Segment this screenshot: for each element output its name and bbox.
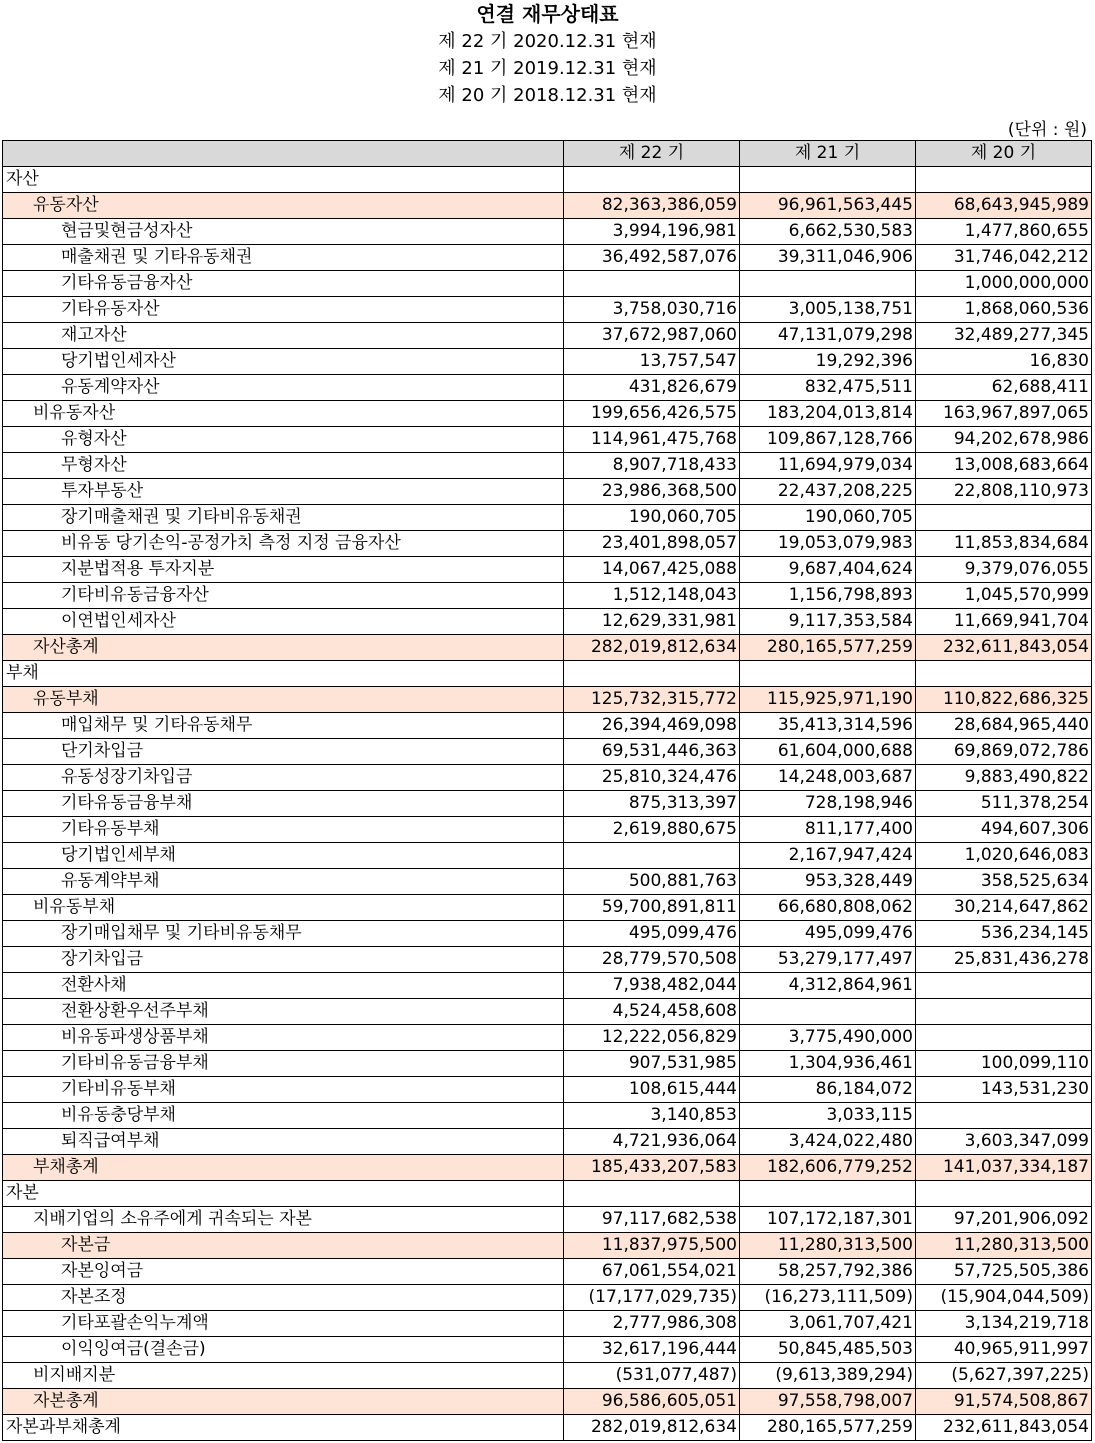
table-row: [3, 245, 1092, 271]
table-row: [3, 1129, 1092, 1155]
amount-cell: 907,531,985: [564, 1051, 740, 1077]
amount-cell: 30,214,647,862: [916, 895, 1092, 921]
amount-cell: 68,643,945,989: [916, 193, 1092, 219]
table-row: [3, 271, 1092, 297]
table-row: [3, 661, 1092, 687]
amount-cell: [916, 505, 1092, 531]
amount-cell: 114,961,475,768: [564, 427, 740, 453]
amount-cell: 40,965,911,997: [916, 1337, 1092, 1363]
row-label: 장기차입금: [3, 947, 564, 973]
row-label: 장기매출채권 및 기타비유동채권: [3, 505, 564, 531]
amount-cell: 358,525,634: [916, 869, 1092, 895]
table-row: [3, 999, 1092, 1025]
table-row: [3, 557, 1092, 583]
row-label: 유동성장기차입금: [3, 765, 564, 791]
table-row: [3, 167, 1092, 193]
table-row: [3, 1233, 1092, 1259]
row-label: 당기법인세자산: [3, 349, 564, 375]
amount-cell: 12,629,331,981: [564, 609, 740, 635]
table-row: [3, 817, 1092, 843]
amount-cell: 3,140,853: [564, 1103, 740, 1129]
amount-cell: 500,881,763: [564, 869, 740, 895]
column-header-period-20: 제 20 기: [916, 141, 1092, 167]
table-row: [3, 1025, 1092, 1051]
amount-cell: 31,746,042,212: [916, 245, 1092, 271]
column-header-period-22: 제 22 기: [564, 141, 740, 167]
table-row: [3, 427, 1092, 453]
table-row: [3, 1207, 1092, 1233]
amount-cell: 9,883,490,822: [916, 765, 1092, 791]
row-label: 비유동부채: [3, 895, 564, 921]
amount-cell: 59,700,891,811: [564, 895, 740, 921]
amount-cell: [564, 843, 740, 869]
amount-cell: 511,378,254: [916, 791, 1092, 817]
amount-cell: 37,672,987,060: [564, 323, 740, 349]
table-row: [3, 1363, 1092, 1389]
amount-cell: [916, 661, 1092, 687]
amount-cell: 28,779,570,508: [564, 947, 740, 973]
amount-cell: 9,687,404,624: [740, 557, 916, 583]
table-row: [3, 1311, 1092, 1337]
amount-cell: 32,489,277,345: [916, 323, 1092, 349]
amount-cell: 58,257,792,386: [740, 1259, 916, 1285]
table-row: [3, 1155, 1092, 1181]
row-label: 유형자산: [3, 427, 564, 453]
row-label: 비유동충당부채: [3, 1103, 564, 1129]
amount-cell: 232,611,843,054: [916, 635, 1092, 661]
table-row: [3, 479, 1092, 505]
amount-cell: 19,053,079,983: [740, 531, 916, 557]
table-row: [3, 687, 1092, 713]
amount-cell: 47,131,079,298: [740, 323, 916, 349]
table-row: [3, 1103, 1092, 1129]
row-label: 지분법적용 투자지분: [3, 557, 564, 583]
amount-cell: [916, 973, 1092, 999]
table-row: [3, 219, 1092, 245]
table-row: [3, 401, 1092, 427]
amount-cell: 97,201,906,092: [916, 1207, 1092, 1233]
table-row: [3, 1415, 1092, 1441]
amount-cell: [740, 661, 916, 687]
table-row: [3, 349, 1092, 375]
amount-cell: 190,060,705: [740, 505, 916, 531]
amount-cell: [564, 271, 740, 297]
amount-cell: 282,019,812,634: [564, 635, 740, 661]
amount-cell: 1,000,000,000: [916, 271, 1092, 297]
amount-cell: 97,117,682,538: [564, 1207, 740, 1233]
amount-cell: 110,822,686,325: [916, 687, 1092, 713]
amount-cell: 96,961,563,445: [740, 193, 916, 219]
amount-cell: 3,758,030,716: [564, 297, 740, 323]
amount-cell: 494,607,306: [916, 817, 1092, 843]
table-row: [3, 635, 1092, 661]
amount-cell: 3,603,347,099: [916, 1129, 1092, 1155]
table-row: [3, 973, 1092, 999]
amount-cell: 3,033,115: [740, 1103, 916, 1129]
row-label: 당기법인세부채: [3, 843, 564, 869]
row-label: 유동계약부채: [3, 869, 564, 895]
amount-cell: 82,363,386,059: [564, 193, 740, 219]
amount-cell: 3,994,196,981: [564, 219, 740, 245]
table-row: [3, 1259, 1092, 1285]
amount-cell: [740, 167, 916, 193]
table-row: [3, 869, 1092, 895]
amount-cell: 11,853,834,684: [916, 531, 1092, 557]
amount-cell: 2,777,986,308: [564, 1311, 740, 1337]
amount-cell: 23,986,368,500: [564, 479, 740, 505]
statement-title: 연결 재무상태표: [476, 2, 619, 26]
row-label: 매출채권 및 기타유동채권: [3, 245, 564, 271]
amount-cell: 8,907,718,433: [564, 453, 740, 479]
amount-cell: 1,477,860,655: [916, 219, 1092, 245]
amount-cell: 11,669,941,704: [916, 609, 1092, 635]
amount-cell: 163,967,897,065: [916, 401, 1092, 427]
row-label: 기타유동부채: [3, 817, 564, 843]
amount-cell: 91,574,508,867: [916, 1389, 1092, 1415]
amount-cell: 536,234,145: [916, 921, 1092, 947]
amount-cell: 69,531,446,363: [564, 739, 740, 765]
row-label: 자본조정: [3, 1285, 564, 1311]
row-label: 이익잉여금(결손금): [3, 1337, 564, 1363]
table-row: [3, 1285, 1092, 1311]
amount-cell: 67,061,554,021: [564, 1259, 740, 1285]
table-row: [3, 921, 1092, 947]
row-label: 전환상환우선주부채: [3, 999, 564, 1025]
amount-cell: 728,198,946: [740, 791, 916, 817]
amount-cell: [564, 661, 740, 687]
statement-header: [0, 0, 1095, 109]
amount-cell: 108,615,444: [564, 1077, 740, 1103]
amount-cell: 3,424,022,480: [740, 1129, 916, 1155]
amount-cell: 25,831,436,278: [916, 947, 1092, 973]
amount-cell: 86,184,072: [740, 1077, 916, 1103]
amount-cell: 39,311,046,906: [740, 245, 916, 271]
row-label: 이연법인세자산: [3, 609, 564, 635]
row-label: 유동자산: [3, 193, 564, 219]
amount-cell: 61,604,000,688: [740, 739, 916, 765]
amount-cell: 13,757,547: [564, 349, 740, 375]
amount-cell: 4,721,936,064: [564, 1129, 740, 1155]
row-label: 부채총계: [3, 1155, 564, 1181]
row-label: 비유동자산: [3, 401, 564, 427]
amount-cell: 11,280,313,500: [740, 1233, 916, 1259]
amount-cell: 125,732,315,772: [564, 687, 740, 713]
amount-cell: 4,524,458,608: [564, 999, 740, 1025]
amount-cell: 1,045,570,999: [916, 583, 1092, 609]
amount-cell: 495,099,476: [740, 921, 916, 947]
table-row: [3, 947, 1092, 973]
amount-cell: 185,433,207,583: [564, 1155, 740, 1181]
row-label: 매입채무 및 기타유동채무: [3, 713, 564, 739]
table-row: [3, 531, 1092, 557]
row-label: 기타유동자산: [3, 297, 564, 323]
row-label: 기타포괄손익누계액: [3, 1311, 564, 1337]
column-header-label: [3, 141, 564, 167]
amount-cell: 4,312,864,961: [740, 973, 916, 999]
row-label: 자산총계: [3, 635, 564, 661]
amount-cell: [916, 1025, 1092, 1051]
row-label: 부채: [3, 661, 564, 687]
amount-cell: 495,099,476: [564, 921, 740, 947]
amount-cell: 107,172,187,301: [740, 1207, 916, 1233]
row-label: 비유동 당기손익-공정가치 측정 지정 금융자산: [3, 531, 564, 557]
row-label: 퇴직급여부채: [3, 1129, 564, 1155]
amount-cell: 2,167,947,424: [740, 843, 916, 869]
amount-cell: 1,020,646,083: [916, 843, 1092, 869]
amount-cell: 13,008,683,664: [916, 453, 1092, 479]
row-label: 자본과부채총계: [3, 1415, 564, 1441]
amount-cell: 16,830: [916, 349, 1092, 375]
amount-cell: 32,617,196,444: [564, 1337, 740, 1363]
row-label: 기타비유동부채: [3, 1077, 564, 1103]
table-row: [3, 739, 1092, 765]
table-row: [3, 1077, 1092, 1103]
table-row: [3, 505, 1092, 531]
row-label: 현금및현금성자산: [3, 219, 564, 245]
amount-cell: 1,512,148,043: [564, 583, 740, 609]
amount-cell: 143,531,230: [916, 1077, 1092, 1103]
row-label: 비유동파생상품부채: [3, 1025, 564, 1051]
amount-cell: 14,248,003,687: [740, 765, 916, 791]
table-row: [3, 1389, 1092, 1415]
table-row: [3, 713, 1092, 739]
amount-cell: 141,037,334,187: [916, 1155, 1092, 1181]
table-row: [3, 453, 1092, 479]
amount-cell: (531,077,487): [564, 1363, 740, 1389]
amount-cell: [916, 1103, 1092, 1129]
amount-cell: (15,904,044,509): [916, 1285, 1092, 1311]
amount-cell: 19,292,396: [740, 349, 916, 375]
amount-cell: 96,586,605,051: [564, 1389, 740, 1415]
column-header-period-21: 제 21 기: [740, 141, 916, 167]
amount-cell: 69,869,072,786: [916, 739, 1092, 765]
amount-cell: 11,837,975,500: [564, 1233, 740, 1259]
row-label: 장기매입채무 및 기타비유동채무: [3, 921, 564, 947]
row-label: 투자부동산: [3, 479, 564, 505]
amount-cell: 62,688,411: [916, 375, 1092, 401]
amount-cell: 182,606,779,252: [740, 1155, 916, 1181]
table-row: [3, 375, 1092, 401]
table-row: [3, 843, 1092, 869]
row-label: 자본총계: [3, 1389, 564, 1415]
table-row: [3, 1337, 1092, 1363]
amount-cell: 23,401,898,057: [564, 531, 740, 557]
amount-cell: [916, 1181, 1092, 1207]
amount-cell: 100,099,110: [916, 1051, 1092, 1077]
row-label: 비지배지분: [3, 1363, 564, 1389]
amount-cell: 11,694,979,034: [740, 453, 916, 479]
amount-cell: (17,177,029,735): [564, 1285, 740, 1311]
amount-cell: 953,328,449: [740, 869, 916, 895]
period-line: 제 21 기 2019.12.31 현재: [438, 58, 657, 79]
amount-cell: 2,619,880,675: [564, 817, 740, 843]
amount-cell: 3,134,219,718: [916, 1311, 1092, 1337]
amount-cell: 36,492,587,076: [564, 245, 740, 271]
amount-cell: 431,826,679: [564, 375, 740, 401]
table-header-row: [3, 141, 1092, 167]
table-row: [3, 1051, 1092, 1077]
amount-cell: 14,067,425,088: [564, 557, 740, 583]
row-label: 자본잉여금: [3, 1259, 564, 1285]
row-label: 무형자산: [3, 453, 564, 479]
amount-cell: 66,680,808,062: [740, 895, 916, 921]
amount-cell: 22,437,208,225: [740, 479, 916, 505]
row-label: 지배기업의 소유주에게 귀속되는 자본: [3, 1207, 564, 1233]
amount-cell: 282,019,812,634: [564, 1415, 740, 1441]
amount-cell: 3,061,707,421: [740, 1311, 916, 1337]
table-row: [3, 791, 1092, 817]
amount-cell: (16,273,111,509): [740, 1285, 916, 1311]
amount-cell: 94,202,678,986: [916, 427, 1092, 453]
amount-cell: [740, 1181, 916, 1207]
amount-cell: 53,279,177,497: [740, 947, 916, 973]
period-line: 제 22 기 2020.12.31 현재: [438, 31, 657, 52]
amount-cell: 50,845,485,503: [740, 1337, 916, 1363]
amount-cell: [564, 1181, 740, 1207]
amount-cell: 875,313,397: [564, 791, 740, 817]
amount-cell: 232,611,843,054: [916, 1415, 1092, 1441]
amount-cell: 832,475,511: [740, 375, 916, 401]
table-row: [3, 583, 1092, 609]
row-label: 재고자산: [3, 323, 564, 349]
amount-cell: [916, 167, 1092, 193]
amount-cell: 1,868,060,536: [916, 297, 1092, 323]
amount-cell: 280,165,577,259: [740, 635, 916, 661]
table-row: [3, 297, 1092, 323]
amount-cell: 9,117,353,584: [740, 609, 916, 635]
amount-cell: 1,156,798,893: [740, 583, 916, 609]
row-label: 기타비유동금융자산: [3, 583, 564, 609]
row-label: 자산: [3, 167, 564, 193]
table-row: [3, 609, 1092, 635]
balance-sheet-table: [2, 140, 1092, 1441]
table-row: [3, 193, 1092, 219]
table-body: [3, 167, 1092, 1441]
row-label: 기타비유동금융부채: [3, 1051, 564, 1077]
amount-cell: 6,662,530,583: [740, 219, 916, 245]
amount-cell: 35,413,314,596: [740, 713, 916, 739]
amount-cell: 109,867,128,766: [740, 427, 916, 453]
amount-cell: 183,204,013,814: [740, 401, 916, 427]
amount-cell: [564, 167, 740, 193]
amount-cell: 199,656,426,575: [564, 401, 740, 427]
amount-cell: 7,938,482,044: [564, 973, 740, 999]
amount-cell: 190,060,705: [564, 505, 740, 531]
table-row: [3, 1181, 1092, 1207]
amount-cell: [740, 271, 916, 297]
amount-cell: [740, 999, 916, 1025]
amount-cell: 11,280,313,500: [916, 1233, 1092, 1259]
amount-cell: 811,177,400: [740, 817, 916, 843]
unit-label: (단위 : 원): [1007, 120, 1087, 140]
row-label: 유동계약자산: [3, 375, 564, 401]
amount-cell: [916, 999, 1092, 1025]
row-label: 자본금: [3, 1233, 564, 1259]
amount-cell: 3,005,138,751: [740, 297, 916, 323]
amount-cell: (5,627,397,225): [916, 1363, 1092, 1389]
amount-cell: 9,379,076,055: [916, 557, 1092, 583]
row-label: 자본: [3, 1181, 564, 1207]
amount-cell: 26,394,469,098: [564, 713, 740, 739]
amount-cell: 1,304,936,461: [740, 1051, 916, 1077]
row-label: 단기차입금: [3, 739, 564, 765]
amount-cell: 22,808,110,973: [916, 479, 1092, 505]
amount-cell: 280,165,577,259: [740, 1415, 916, 1441]
amount-cell: 12,222,056,829: [564, 1025, 740, 1051]
amount-cell: (9,613,389,294): [740, 1363, 916, 1389]
row-label: 기타유동금융부채: [3, 791, 564, 817]
row-label: 전환사채: [3, 973, 564, 999]
amount-cell: 97,558,798,007: [740, 1389, 916, 1415]
amount-cell: 3,775,490,000: [740, 1025, 916, 1051]
period-line: 제 20 기 2018.12.31 현재: [438, 85, 657, 106]
amount-cell: 115,925,971,190: [740, 687, 916, 713]
table-row: [3, 323, 1092, 349]
amount-cell: 28,684,965,440: [916, 713, 1092, 739]
table-row: [3, 895, 1092, 921]
row-label: 기타유동금융자산: [3, 271, 564, 297]
amount-cell: 57,725,505,386: [916, 1259, 1092, 1285]
row-label: 유동부채: [3, 687, 564, 713]
amount-cell: 25,810,324,476: [564, 765, 740, 791]
table-row: [3, 765, 1092, 791]
